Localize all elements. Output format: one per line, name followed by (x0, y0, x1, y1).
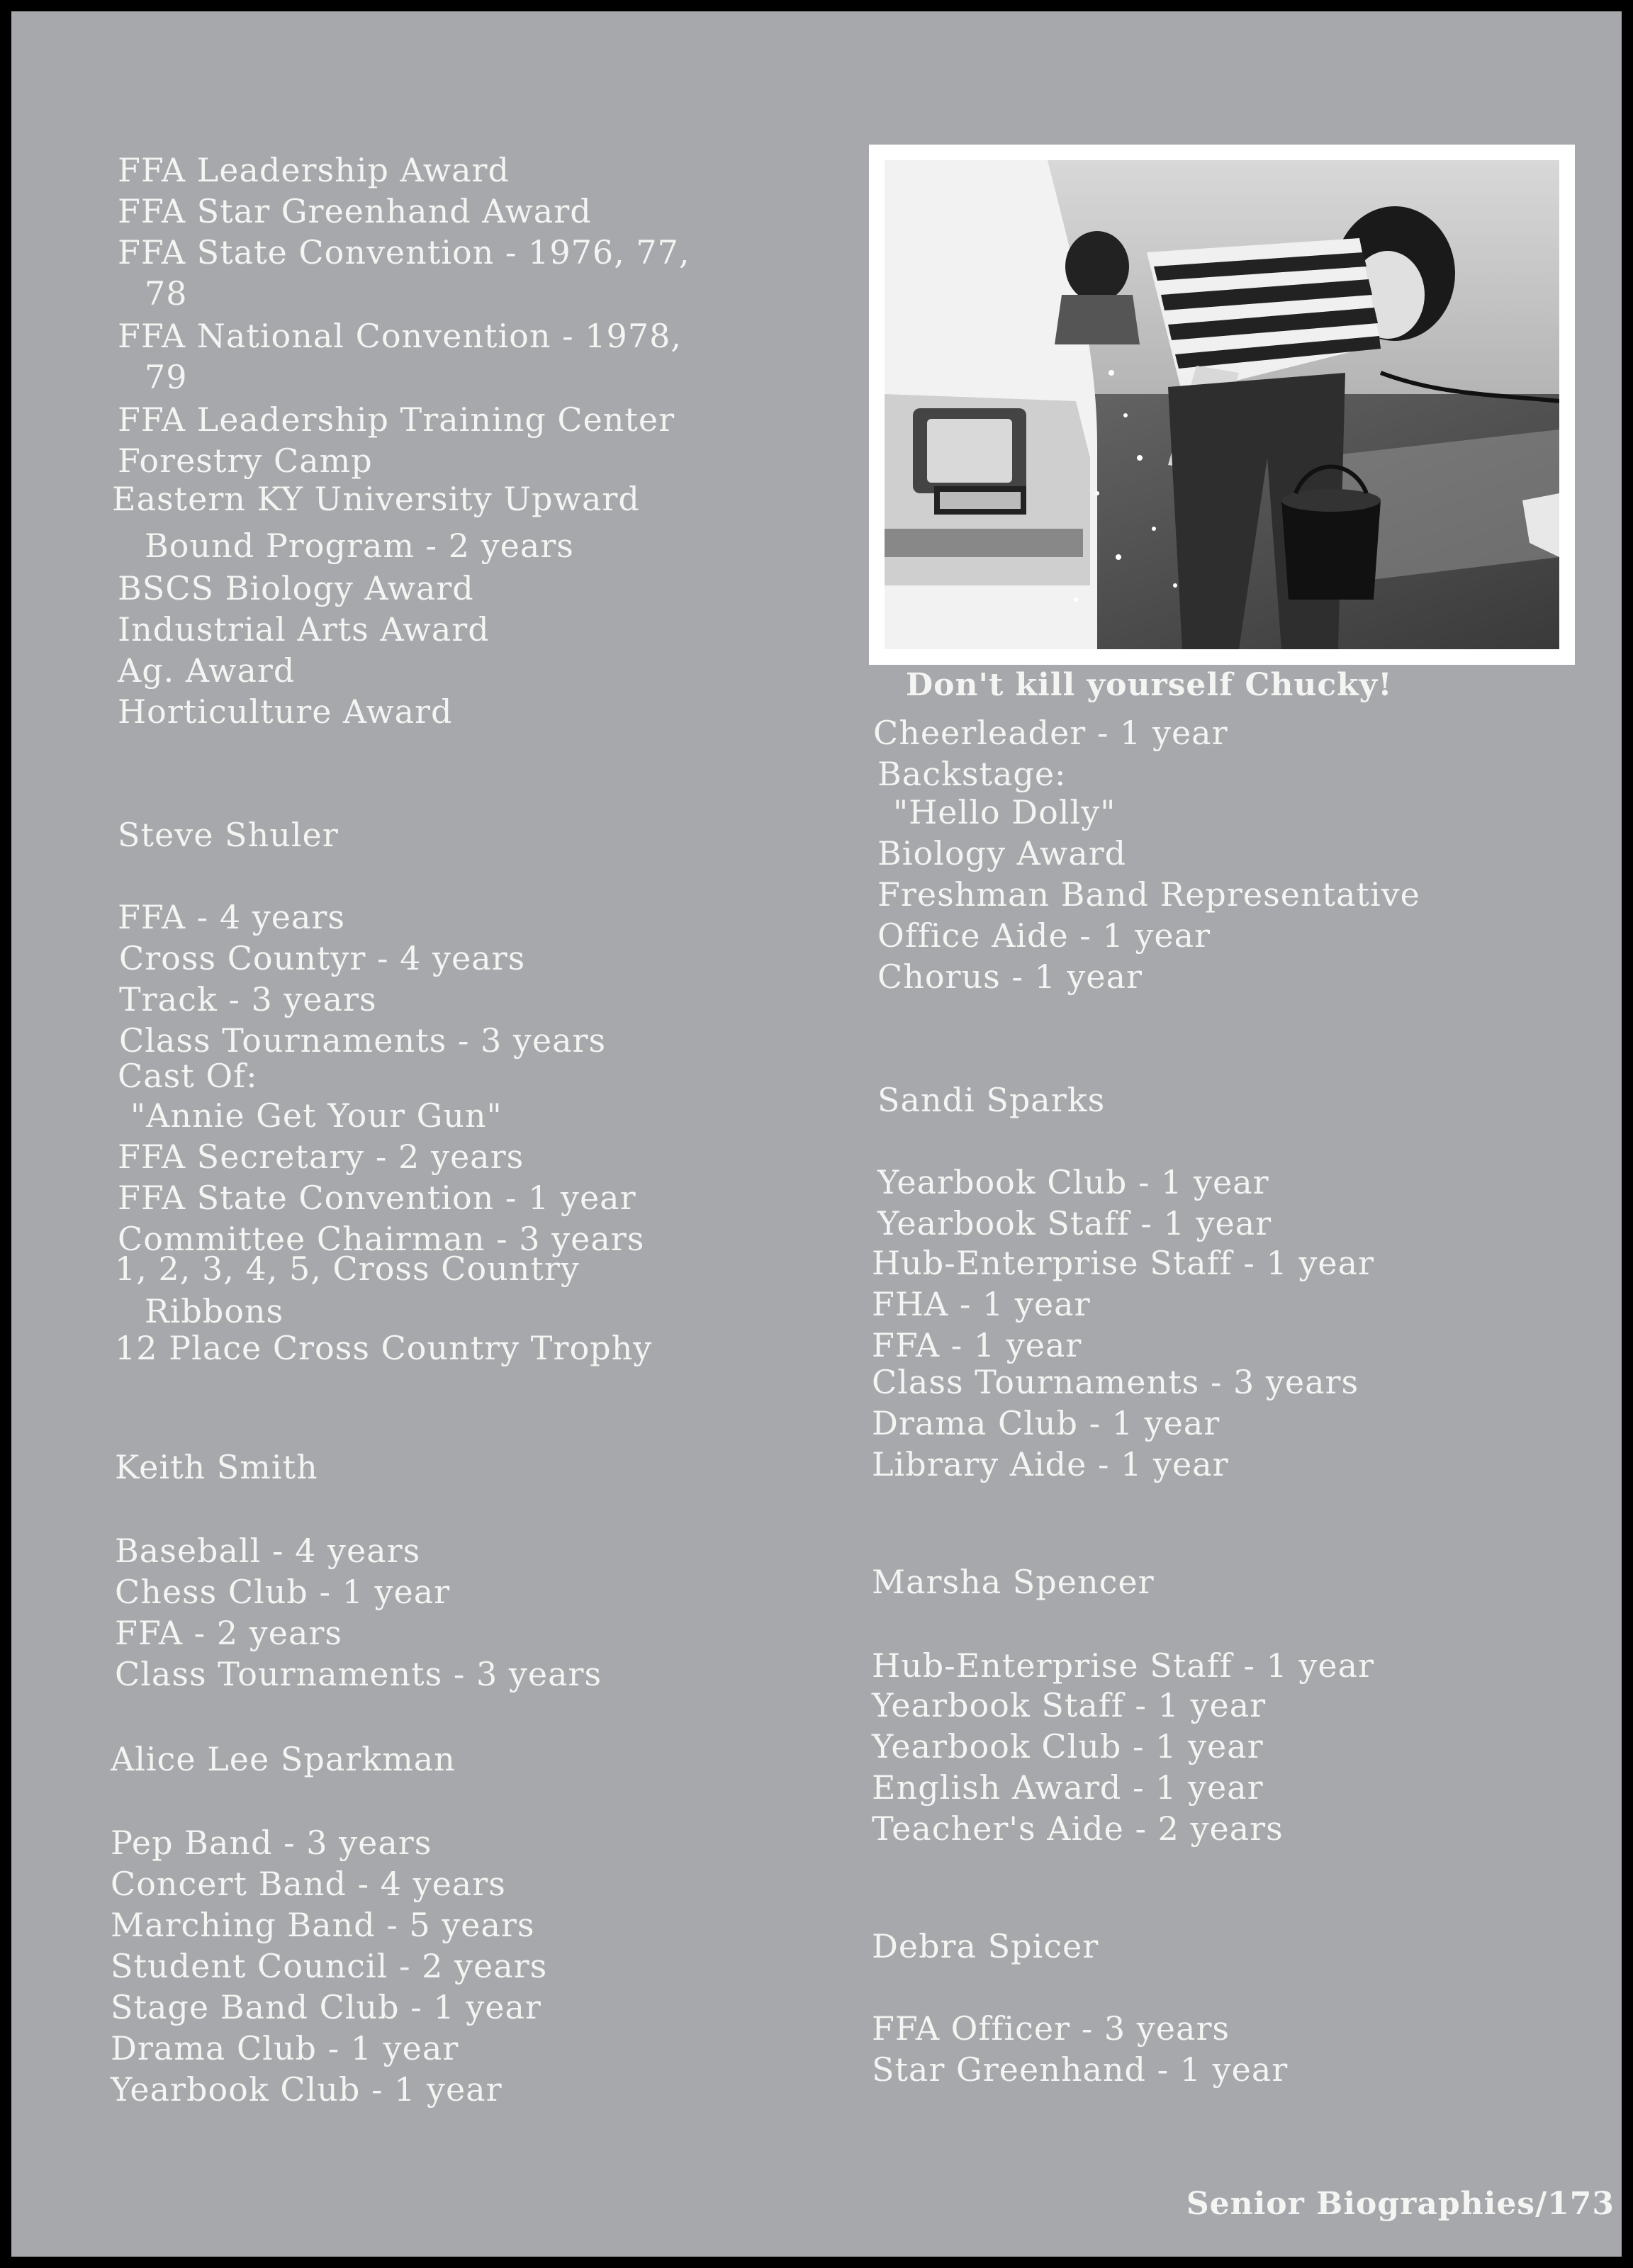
activity-line: English Award - 1 year (872, 1768, 1264, 1807)
award-line: Eastern KY University Upward (112, 480, 640, 518)
activity-line: 12 Place Cross Country Trophy (115, 1329, 653, 1367)
award-line: FFA State Convention - 1976, 77, (118, 233, 690, 271)
activity-line: Drama Club - 1 year (872, 1404, 1220, 1442)
activity-line: Stage Band Club - 1 year (111, 1988, 541, 2026)
activity-line: Marching Band - 5 years (111, 1906, 535, 1944)
activity-line: FFA - 4 years (118, 898, 345, 936)
activity-line: Cast Of: (118, 1057, 258, 1095)
activity-line: "Annie Get Your Gun" (130, 1096, 503, 1135)
senior-name: Alice Lee Sparkman (111, 1740, 456, 1778)
activity-line: FFA Secretary - 2 years (118, 1138, 524, 1176)
activity-line: Biology Award (877, 834, 1127, 872)
senior-name: Debra Spicer (872, 1927, 1099, 1965)
award-line: Industrial Arts Award (118, 610, 490, 649)
senior-name: Steve Shuler (118, 816, 339, 854)
activity-line: Ribbons (145, 1292, 284, 1330)
senior-name: Keith Smith (115, 1448, 318, 1486)
activity-line: FFA - 2 years (115, 1614, 342, 1652)
photo-illustration (885, 160, 1559, 649)
photo-caption: Don't kill yourself Chucky! (906, 667, 1393, 703)
activity-line: Freshman Band Representative (877, 875, 1420, 914)
activity-line: Yearbook Club - 1 year (111, 2070, 503, 2109)
activity-line: Class Tournaments - 3 years (119, 1021, 607, 1060)
activity-line: FFA State Convention - 1 year (118, 1179, 636, 1217)
yearbook-page (11, 11, 1622, 2257)
activity-line: Yearbook Club - 1 year (877, 1163, 1269, 1201)
activity-line: Library Aide - 1 year (872, 1445, 1229, 1483)
activity-line: Chorus - 1 year (877, 958, 1143, 996)
award-line: FFA National Convention - 1978, (118, 317, 682, 355)
activity-line: Class Tournaments - 3 years (872, 1363, 1359, 1401)
activity-line: Backstage: (877, 755, 1067, 793)
activity-line: Teacher's Aide - 2 years (872, 1809, 1284, 1848)
award-line: 78 (145, 274, 188, 313)
award-line: BSCS Biology Award (118, 569, 474, 607)
award-line: FFA Leadership Training Center (118, 400, 675, 439)
activity-line: Hub-Enterprise Staff - 1 year (872, 1244, 1375, 1282)
activity-line: Track - 3 years (119, 980, 377, 1018)
senior-name: Marsha Spencer (872, 1563, 1155, 1601)
activity-line: FHA - 1 year (872, 1285, 1091, 1323)
activity-line: Pep Band - 3 years (111, 1824, 432, 1862)
activity-line: Hub-Enterprise Staff - 1 year (872, 1646, 1375, 1685)
activity-line: Yearbook Staff - 1 year (877, 1204, 1272, 1242)
activity-line: 1, 2, 3, 4, 5, Cross Country (115, 1250, 580, 1288)
activity-line: Concert Band - 4 years (111, 1865, 506, 1903)
award-line: Forestry Camp (118, 442, 373, 480)
activity-line: FFA - 1 year (872, 1326, 1082, 1364)
award-line: FFA Star Greenhand Award (118, 192, 592, 230)
activity-line: Star Greenhand - 1 year (872, 2050, 1289, 2089)
activity-line: Cheerleader - 1 year (873, 714, 1228, 752)
award-line: 79 (145, 358, 188, 396)
photo-frame (869, 145, 1575, 665)
activity-line: Office Aide - 1 year (877, 916, 1211, 955)
award-line: Bound Program - 2 years (145, 527, 574, 565)
activity-line: Yearbook Staff - 1 year (872, 1686, 1267, 1724)
car-wash-photo (885, 160, 1559, 649)
activity-line: "Hello Dolly" (893, 793, 1116, 831)
senior-name: Sandi Sparks (877, 1081, 1106, 1119)
activity-line: Baseball - 4 years (115, 1532, 421, 1570)
activity-line: FFA Officer - 3 years (872, 2009, 1230, 2048)
award-line: Horticulture Award (118, 692, 453, 731)
award-line: Ag. Award (118, 651, 296, 690)
activity-line: Drama Club - 1 year (111, 2029, 459, 2067)
award-line: FFA Leadership Award (118, 151, 510, 189)
activity-line: Committee Chairman - 3 years (118, 1220, 645, 1258)
activity-line: Student Council - 2 years (111, 1947, 548, 1985)
activity-line: Class Tournaments - 3 years (115, 1655, 602, 1693)
activity-line: Chess Club - 1 year (115, 1573, 451, 1611)
activity-line: Yearbook Club - 1 year (872, 1727, 1264, 1765)
page-footer: Senior Biographies/173 (1186, 2186, 1615, 2222)
activity-line: Cross Countyr - 4 years (119, 939, 526, 977)
